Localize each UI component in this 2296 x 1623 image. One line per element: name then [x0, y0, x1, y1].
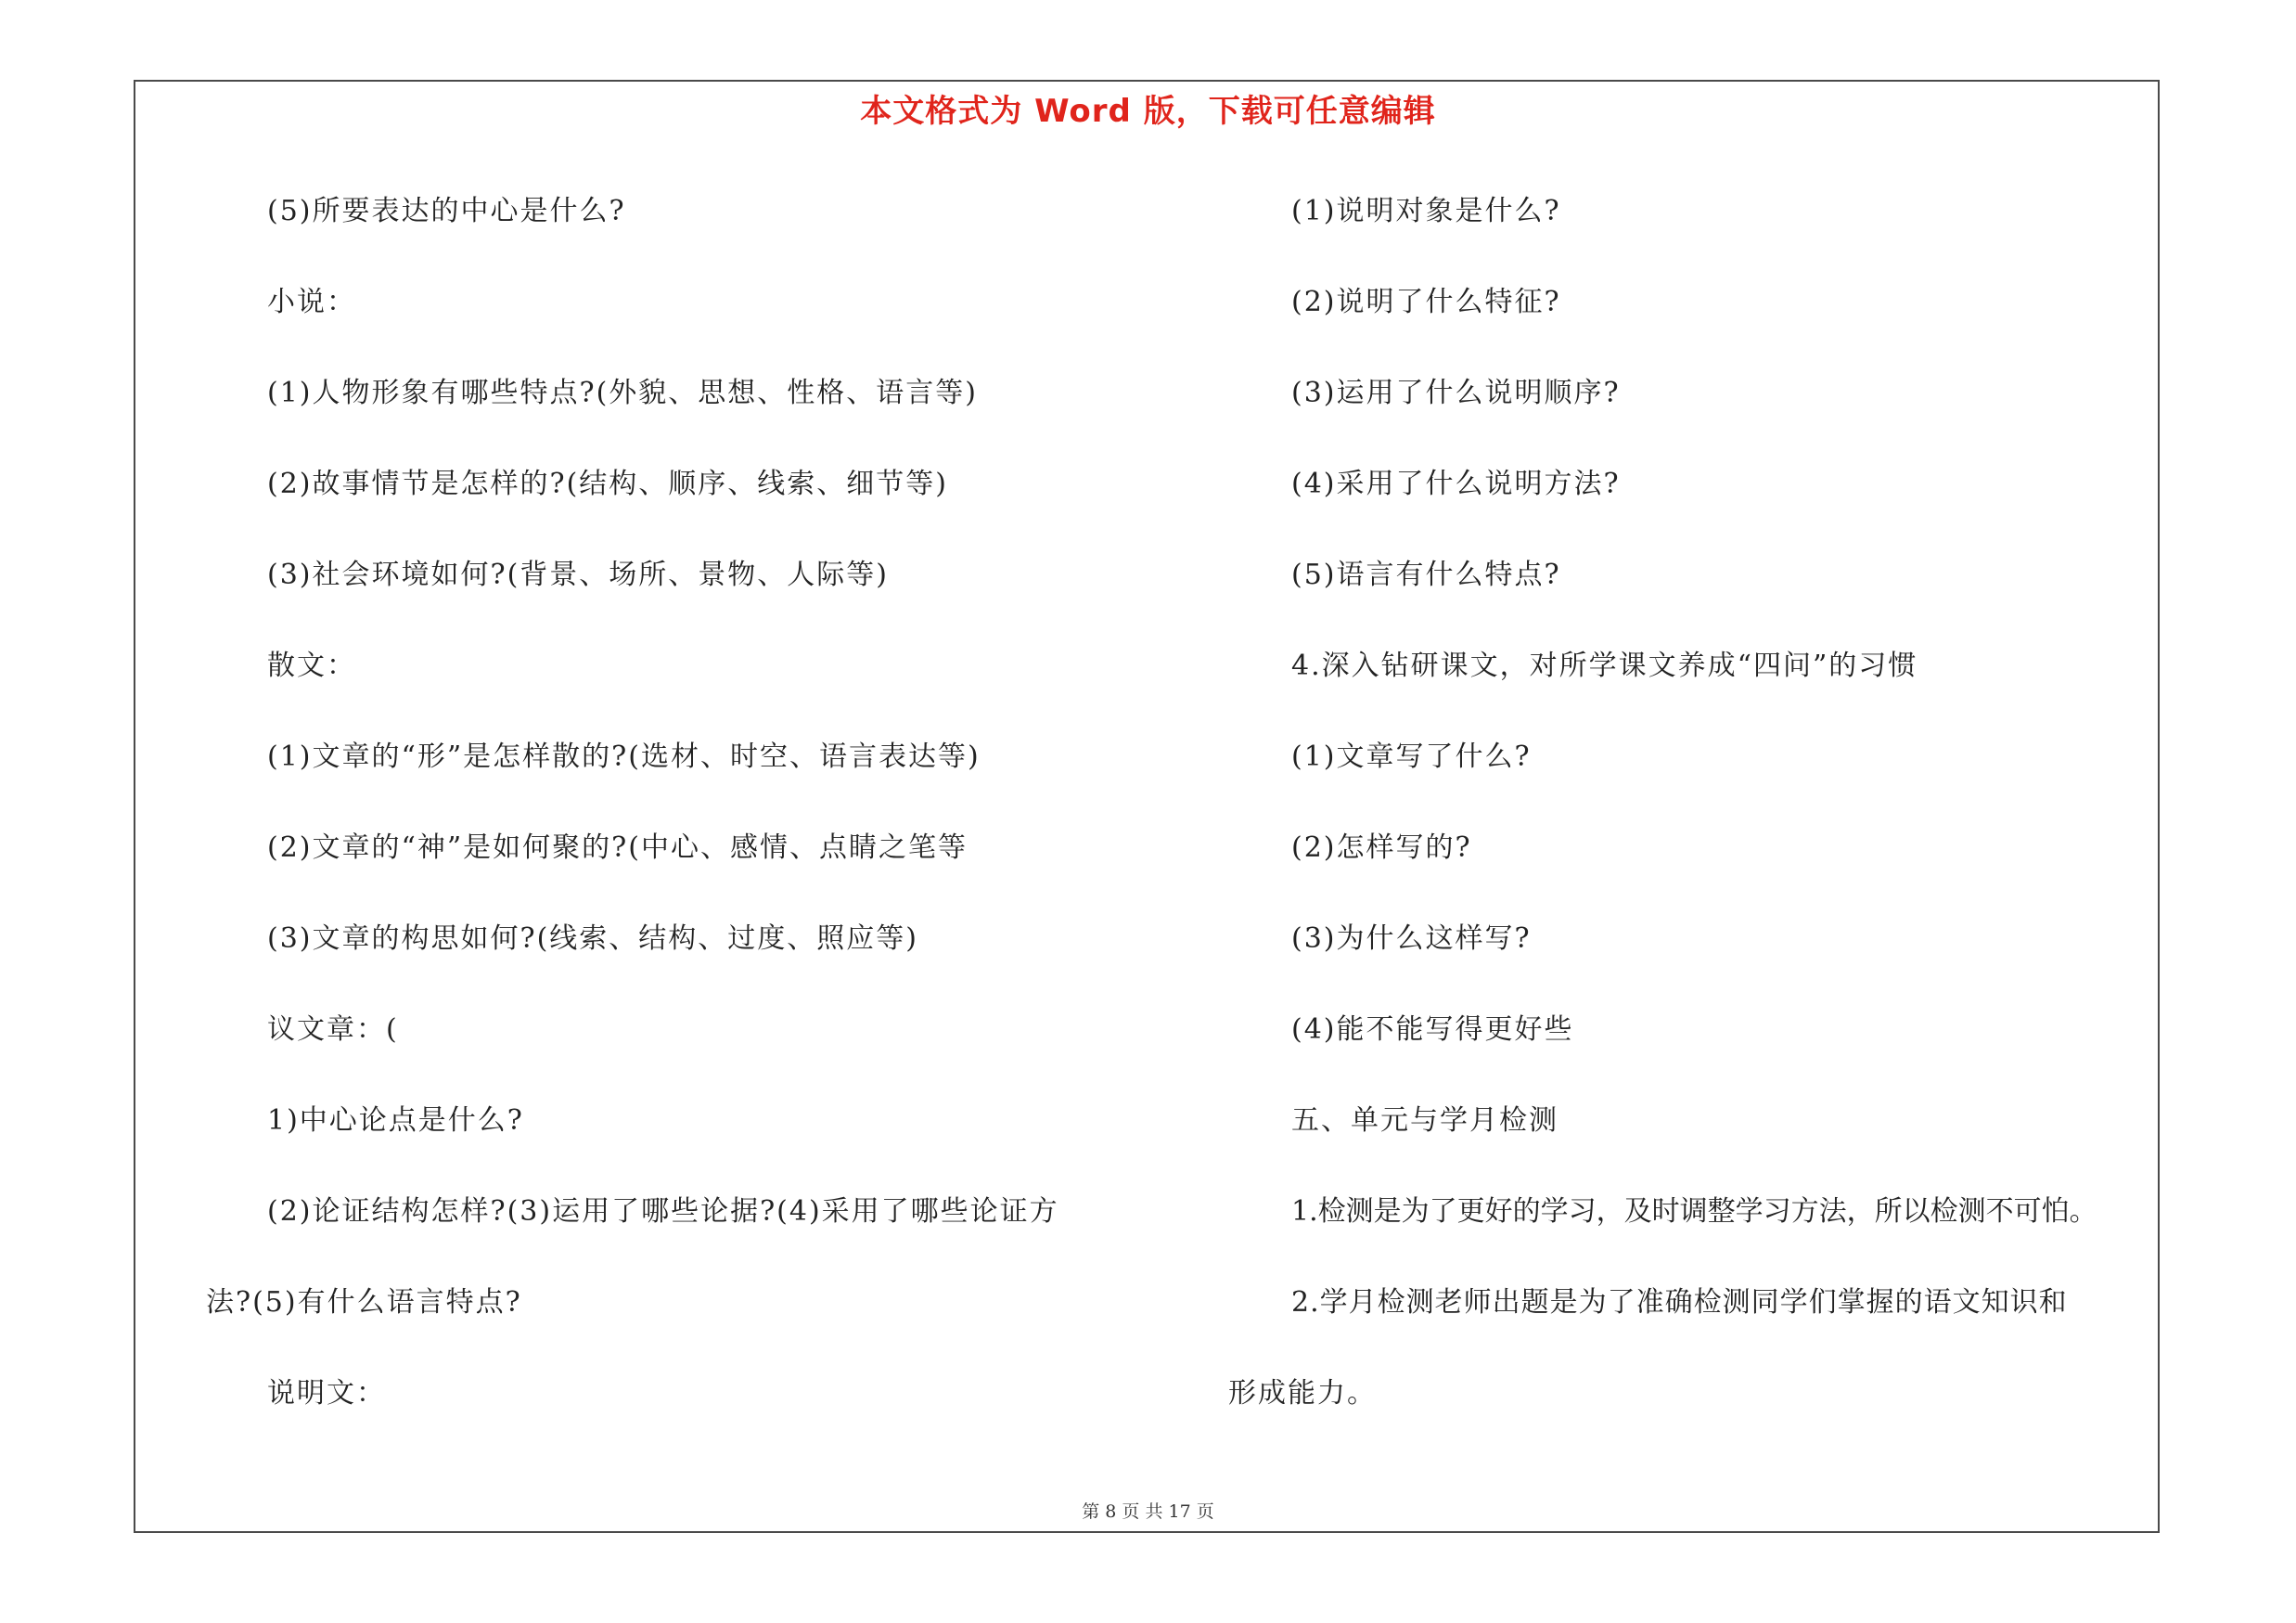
left-line-7: (1)文章的“形”是怎样散的?(选材、时空、语言表达等)	[267, 741, 981, 773]
right-line-1: (1)说明对象是什么?	[1291, 195, 1561, 227]
right-line-6: 4.深入钻研课文，对所学课文养成“四问”的习惯	[1291, 650, 1918, 682]
left-line-12: (2)论证结构怎样?(3)运用了哪些论据?(4)采用了哪些论证方	[267, 1195, 1059, 1228]
right-line-8: (2)怎样写的?	[1291, 831, 1472, 864]
right-line-3: (3)运用了什么说明顺序?	[1291, 377, 1621, 409]
right-line-13: 2.学月检测老师出题是为了准确检测同学们掌握的语文知识和	[1291, 1286, 2068, 1319]
right-line-10: (4)能不能写得更好些	[1291, 1013, 1574, 1046]
right-line-4: (4)采用了什么说明方法?	[1291, 468, 1621, 500]
right-line-9: (3)为什么这样写?	[1291, 922, 1532, 955]
left-line-1: (5)所要表达的中心是什么?	[267, 195, 626, 227]
left-line-11: 1)中心论点是什么?	[267, 1104, 524, 1137]
left-line-10: 议文章：(	[267, 1013, 399, 1046]
right-line-5: (5)语言有什么特点?	[1291, 559, 1561, 591]
left-line-5: (3)社会环境如何?(背景、场所、景物、人际等)	[267, 559, 889, 591]
left-line-14: 说明文：	[267, 1377, 386, 1410]
right-line-14: 形成能力。	[1228, 1377, 1377, 1410]
left-line-4: (2)故事情节是怎样的?(结构、顺序、线索、细节等)	[267, 468, 948, 500]
right-line-11: 五、单元与学月检测	[1291, 1104, 1558, 1137]
right-line-2: (2)说明了什么特征?	[1291, 286, 1561, 318]
left-line-9: (3)文章的构思如何?(线索、结构、过度、照应等)	[267, 922, 918, 955]
page-number-footer: 第 8 页 共 17 页	[1082, 1501, 1214, 1522]
format-notice-banner: 本文格式为 Word 版，下载可任意编辑	[860, 93, 1436, 130]
left-line-2: 小说：	[267, 286, 356, 318]
left-line-6: 散文：	[267, 650, 356, 682]
right-line-12: 1.检测是为了更好的学习，及时调整学习方法，所以检测不可怕。	[1291, 1195, 2097, 1228]
left-line-3: (1)人物形象有哪些特点?(外貌、思想、性格、语言等)	[267, 377, 978, 409]
left-line-8: (2)文章的“神”是如何聚的?(中心、感情、点睛之笔等	[267, 831, 968, 864]
right-line-7: (1)文章写了什么?	[1291, 741, 1532, 773]
left-line-13: 法?(5)有什么语言特点?	[206, 1286, 522, 1319]
